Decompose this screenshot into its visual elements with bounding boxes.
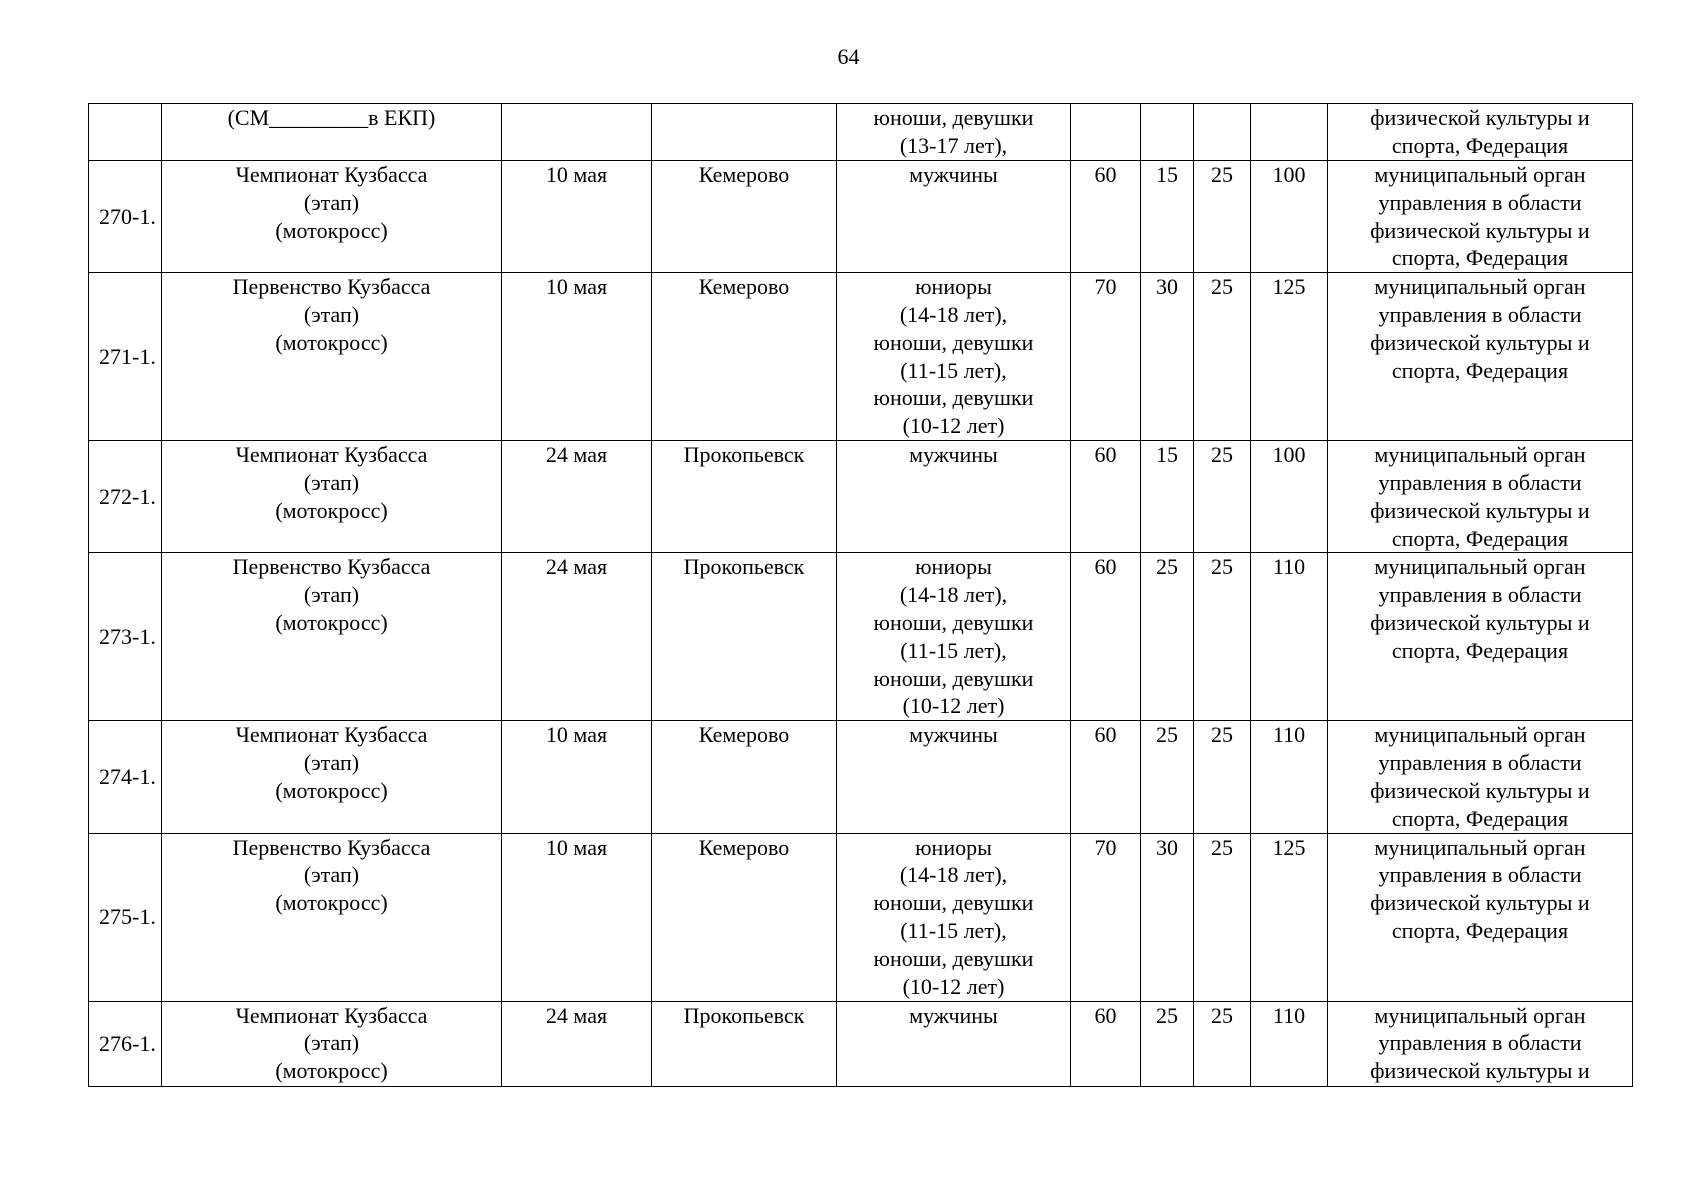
event-date-cell: 24 мая <box>502 1001 652 1086</box>
organizer-line: физической культуры и <box>1370 217 1590 243</box>
table-row <box>89 721 1633 833</box>
organizer-line: управления в области <box>1378 469 1582 495</box>
participants-line: (14-18 лет), <box>899 582 1008 608</box>
count-total-cell: 125 <box>1251 273 1328 441</box>
event-name-line: Чемпионат Кузбасса <box>235 1002 428 1028</box>
row-number-cell: 275-1. <box>89 833 162 1001</box>
count-cell-3: 25 <box>1194 553 1251 721</box>
organizer-line: спорта, Федерация <box>1391 917 1569 943</box>
event-place-cell: Кемерово <box>652 833 837 1001</box>
participants-line: мужчины <box>909 162 998 187</box>
event-place-cell: Прокопьевск <box>652 1001 837 1086</box>
row-number-cell: 273-1. <box>89 553 162 721</box>
organizer-cell <box>1328 161 1633 273</box>
organizer-line: муниципальный орган <box>1374 834 1586 860</box>
event-date-cell: 10 мая <box>502 721 652 833</box>
event-name-line: (этап) <box>303 1030 360 1056</box>
organizer-line: управления в области <box>1378 301 1582 327</box>
event-name-cell <box>162 104 502 161</box>
event-place-cell: Кемерово <box>652 721 837 833</box>
organizer-line: муниципальный орган <box>1374 162 1586 187</box>
participants-line: юниоры <box>915 554 992 580</box>
participants-cell <box>837 721 1071 833</box>
event-name-line: Первенство Кузбасса <box>232 834 431 860</box>
count-cell-1: 60 <box>1071 441 1141 553</box>
count-cell-2: 30 <box>1141 273 1194 441</box>
event-place-cell: Кемерово <box>652 161 837 273</box>
event-name-line: (этап) <box>303 301 360 327</box>
organizer-cell <box>1328 1001 1633 1086</box>
event-name-line: (мотокросс) <box>275 217 388 243</box>
table-row <box>89 833 1633 1001</box>
organizer-line: спорта, Федерация <box>1391 805 1569 831</box>
count-cell-2: 30 <box>1141 833 1194 1001</box>
table-row <box>89 273 1633 441</box>
event-name-cell <box>162 273 502 441</box>
participants-line: (10-12 лет) <box>902 973 1005 999</box>
event-name-line: (мотокросс) <box>275 1058 388 1084</box>
participants-line: (11-15 лет), <box>900 917 1007 943</box>
event-place-cell: Прокопьевск <box>652 553 837 721</box>
participants-line: (10-12 лет) <box>902 413 1005 439</box>
row-number-cell: 271-1. <box>89 273 162 441</box>
participants-cell <box>837 273 1071 441</box>
participants-line: юноши, девушки <box>873 105 1034 130</box>
participants-line: (14-18 лет), <box>899 301 1008 327</box>
event-name-line: (мотокросс) <box>275 497 388 523</box>
event-name-line: Чемпионат Кузбасса <box>235 162 428 187</box>
count-cell-3: 25 <box>1194 833 1251 1001</box>
organizer-line: спорта, Федерация <box>1391 357 1569 383</box>
organizer-line: муниципальный орган <box>1374 442 1586 468</box>
count-cell-3: 25 <box>1194 273 1251 441</box>
count-total-cell: 110 <box>1251 721 1328 833</box>
organizer-line: спорта, Федерация <box>1391 525 1569 551</box>
participants-cell <box>837 441 1071 553</box>
participants-line: (14-18 лет), <box>899 862 1008 888</box>
participants-cell <box>837 553 1071 721</box>
event-name-line: (этап) <box>303 862 360 888</box>
organizer-line: муниципальный орган <box>1374 554 1586 580</box>
participants-cell <box>837 1001 1071 1086</box>
participants-line: юноши, девушки <box>873 945 1034 971</box>
count-total-cell: 125 <box>1251 833 1328 1001</box>
table-row <box>89 161 1633 273</box>
participants-line: (13-17 лет), <box>899 132 1008 158</box>
organizer-line: управления в области <box>1378 1030 1582 1056</box>
organizer-line: физической культуры и <box>1370 329 1590 355</box>
event-name-line: (мотокросс) <box>275 329 388 355</box>
event-date-cell <box>502 104 652 161</box>
count-cell-3: 25 <box>1194 161 1251 273</box>
organizer-line: физической культуры и <box>1370 497 1590 523</box>
count-cell-1: 60 <box>1071 1001 1141 1086</box>
row-number-cell: 276-1. <box>89 1001 162 1086</box>
count-cell-2: 25 <box>1141 1001 1194 1086</box>
event-date-cell: 24 мая <box>502 441 652 553</box>
event-name-cell <box>162 161 502 273</box>
event-name-line: Первенство Кузбасса <box>232 554 431 580</box>
count-cell-3: 25 <box>1194 1001 1251 1086</box>
participants-line: (11-15 лет), <box>900 357 1007 383</box>
organizer-cell <box>1328 441 1633 553</box>
event-name-line: (мотокросс) <box>275 890 388 916</box>
count-total-cell <box>1251 104 1328 161</box>
event-name-line: (мотокросс) <box>275 777 388 803</box>
organizer-line: управления в области <box>1378 189 1582 215</box>
organizer-cell <box>1328 104 1633 161</box>
participants-line: юниоры <box>915 274 992 300</box>
event-name-line: Чемпионат Кузбасса <box>235 722 428 748</box>
event-date-cell: 10 мая <box>502 273 652 441</box>
event-name-cell <box>162 441 502 553</box>
organizer-line: спорта, Федерация <box>1391 245 1569 271</box>
count-total-cell: 110 <box>1251 553 1328 721</box>
participants-line: мужчины <box>909 442 998 468</box>
count-cell-2: 15 <box>1141 161 1194 273</box>
organizer-cell <box>1328 721 1633 833</box>
event-name-line: Первенство Кузбасса <box>232 274 431 300</box>
participants-line: юноши, девушки <box>873 609 1034 635</box>
participants-line: юноши, девушки <box>873 385 1034 411</box>
count-cell-3: 25 <box>1194 721 1251 833</box>
organizer-line: муниципальный орган <box>1374 274 1586 300</box>
count-cell-1: 60 <box>1071 721 1141 833</box>
event-date-cell: 10 мая <box>502 161 652 273</box>
count-cell-1 <box>1071 104 1141 161</box>
event-name-line: (этап) <box>303 469 360 495</box>
row-number-cell <box>89 104 162 161</box>
table-row <box>89 441 1633 553</box>
participants-line: (11-15 лет), <box>900 637 1007 663</box>
event-name-cell <box>162 721 502 833</box>
event-name-line: Чемпионат Кузбасса <box>235 442 428 468</box>
count-total-cell: 100 <box>1251 161 1328 273</box>
count-total-cell: 110 <box>1251 1001 1328 1086</box>
organizer-line: муниципальный орган <box>1374 1002 1586 1028</box>
organizer-line: спорта, Федерация <box>1391 132 1569 158</box>
count-total-cell: 100 <box>1251 441 1328 553</box>
count-cell-1: 70 <box>1071 833 1141 1001</box>
row-number-cell: 274-1. <box>89 721 162 833</box>
event-date-cell: 10 мая <box>502 833 652 1001</box>
table-row <box>89 553 1633 721</box>
page-number: 64 <box>837 44 860 69</box>
participants-cell <box>837 161 1071 273</box>
event-place-cell: Прокопьевск <box>652 441 837 553</box>
event-name-line: (этап) <box>303 750 360 776</box>
organizer-line: физической культуры и <box>1370 105 1590 130</box>
participants-line: (10-12 лет) <box>902 693 1005 719</box>
count-cell-1: 60 <box>1071 553 1141 721</box>
count-cell-2 <box>1141 104 1194 161</box>
participants-line: юниоры <box>915 834 992 860</box>
event-name-line: (этап) <box>303 582 360 608</box>
organizer-line: управления в области <box>1378 862 1582 888</box>
event-name-line: (этап) <box>303 189 360 215</box>
organizer-line: физической культуры и <box>1370 609 1590 635</box>
table-row <box>89 104 1633 161</box>
participants-line: юноши, девушки <box>873 665 1034 691</box>
events-table <box>88 103 1633 1087</box>
organizer-line: муниципальный орган <box>1374 722 1586 748</box>
event-name-line: (СМ_________в ЕКП) <box>227 105 436 130</box>
participants-line: мужчины <box>909 722 998 748</box>
organizer-line: физической культуры и <box>1370 890 1590 916</box>
organizer-line: управления в области <box>1378 750 1582 776</box>
count-cell-2: 25 <box>1141 553 1194 721</box>
participants-cell <box>837 104 1071 161</box>
organizer-line: спорта, Федерация <box>1391 637 1569 663</box>
participants-line: мужчины <box>909 1002 998 1028</box>
count-cell-3 <box>1194 104 1251 161</box>
event-date-cell: 24 мая <box>502 553 652 721</box>
row-number-cell: 272-1. <box>89 441 162 553</box>
organizer-cell <box>1328 273 1633 441</box>
organizer-cell <box>1328 553 1633 721</box>
organizer-line: физической культуры и <box>1370 777 1590 803</box>
participants-cell <box>837 833 1071 1001</box>
event-name-cell <box>162 553 502 721</box>
organizer-line: физической культуры и <box>1370 1058 1590 1084</box>
count-cell-2: 15 <box>1141 441 1194 553</box>
event-name-cell <box>162 1001 502 1086</box>
event-name-cell <box>162 833 502 1001</box>
participants-line: юноши, девушки <box>873 890 1034 916</box>
count-cell-2: 25 <box>1141 721 1194 833</box>
row-number-cell: 270-1. <box>89 161 162 273</box>
event-name-line: (мотокросс) <box>275 609 388 635</box>
event-place-cell: Кемерово <box>652 273 837 441</box>
count-cell-3: 25 <box>1194 441 1251 553</box>
table-row <box>89 1001 1633 1086</box>
event-place-cell <box>652 104 837 161</box>
participants-line: юноши, девушки <box>873 329 1034 355</box>
count-cell-1: 60 <box>1071 161 1141 273</box>
organizer-cell <box>1328 833 1633 1001</box>
organizer-line: управления в области <box>1378 582 1582 608</box>
count-cell-1: 70 <box>1071 273 1141 441</box>
